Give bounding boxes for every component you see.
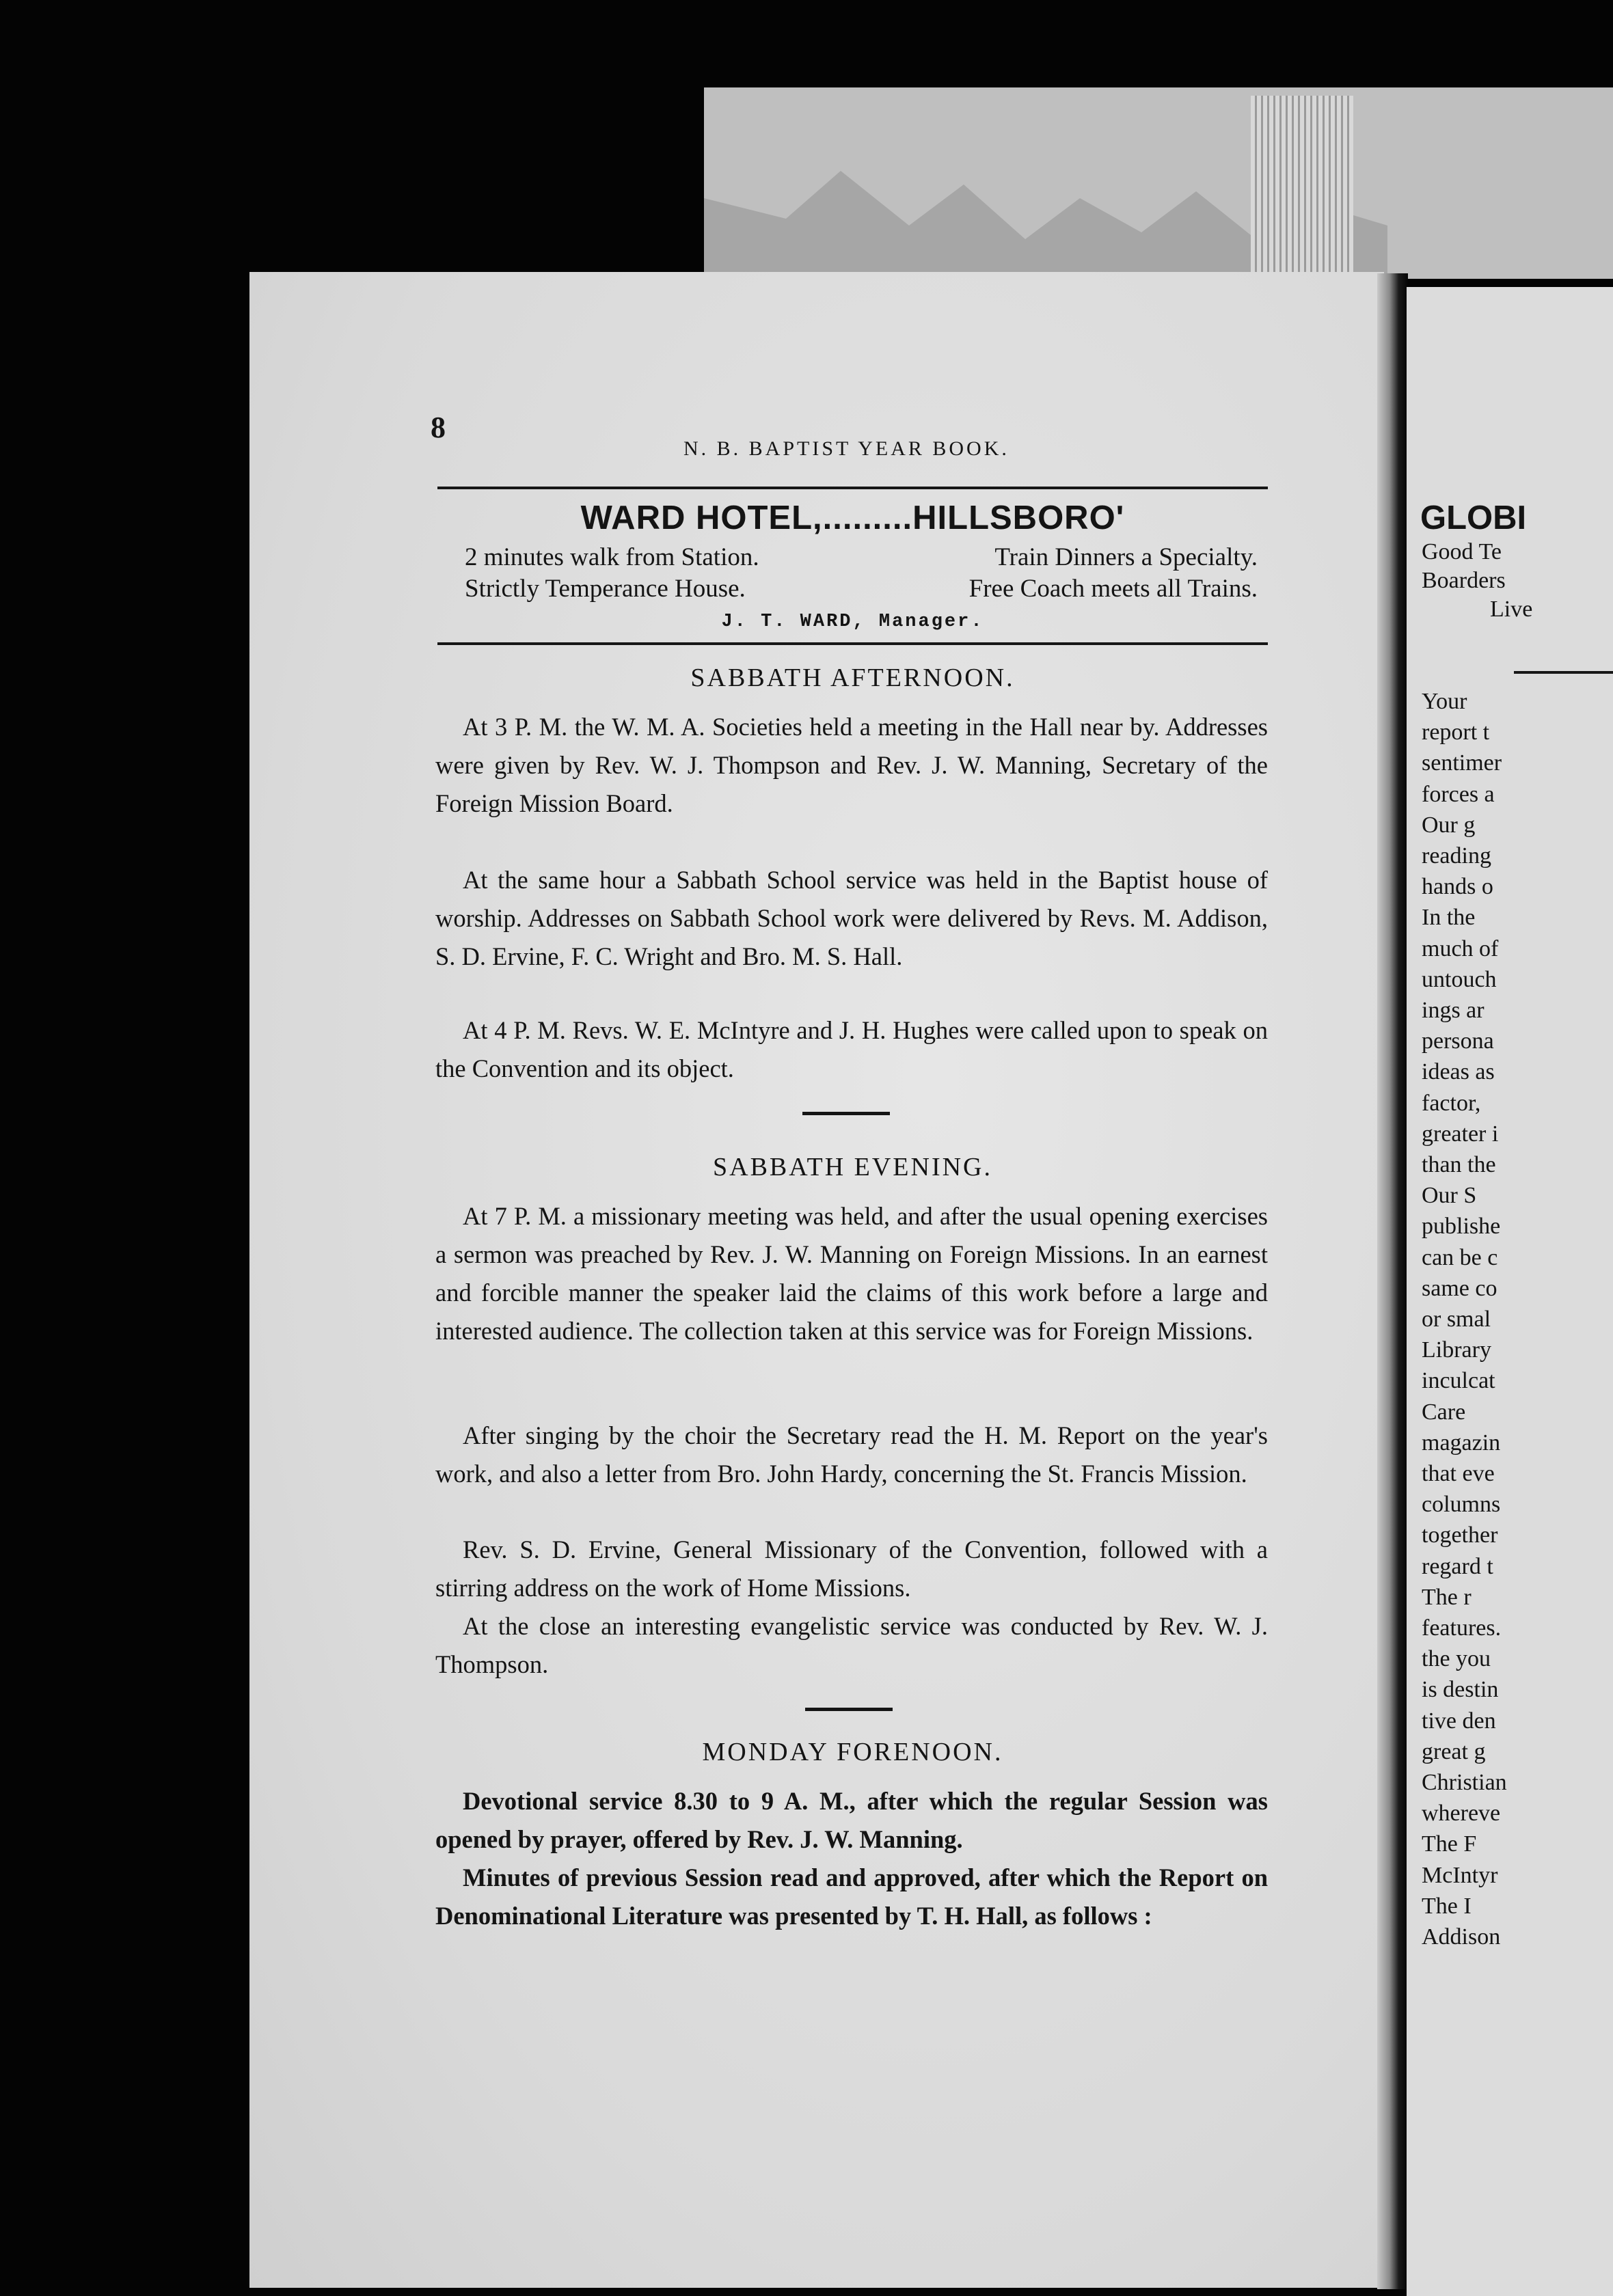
paragraph: At 4 P. M. Revs. W. E. McIntyre and J. H. Hughes were called upon to speak on the Convention and its object. — [435, 1016, 1268, 1082]
right-page-line: publishe — [1422, 1214, 1501, 1240]
right-page-line: persona — [1422, 1028, 1494, 1054]
paragraph: After singing by the choir the Secretary read the H. M. Report on the year's work, and also a letter from Bro. John Hardy, concerning the St. Francis Mission. — [435, 1421, 1268, 1488]
right-page-line: The r — [1422, 1584, 1472, 1610]
right-page-line: Your — [1422, 689, 1467, 714]
book-gutter — [1377, 273, 1408, 2289]
cloth-spine-strip — [1251, 96, 1353, 273]
right-page-line: reading — [1422, 843, 1491, 869]
right-page-line: ideas as — [1422, 1059, 1495, 1085]
right-page-line: than the — [1422, 1152, 1496, 1177]
section-heading: SABBATH AFTERNOON. — [690, 664, 1015, 692]
ad-top-rule — [437, 487, 1268, 489]
paragraph: At the same hour a Sabbath School service was held in the Baptist house of worship. Addresses on Sabbath School work were delivered by Revs. M. Addison, S. D. Ervine, F. C. Wright and Bro. M. S. Hall. — [435, 866, 1268, 970]
ad-line2-left: Strictly Temperance House. — [465, 575, 746, 603]
ad-row-2 — [465, 574, 1258, 603]
paragraph: Rev. S. D. Ervine, General Missionary of the Convention, followed with a stirring address on the work of Home Missions. — [435, 1535, 1268, 1602]
right-page-line: Care — [1422, 1399, 1466, 1425]
paragraph: At the close an interesting evangelistic service was conducted by Rev. W. J. Thompson. — [435, 1612, 1268, 1678]
right-ad-title: GLOBI — [1420, 500, 1527, 536]
paragraph: Devotional service 8.30 to 9 A. M., after which the regular Session was opened by prayer, offered by Rev. J. W. Manning. — [435, 1787, 1268, 1853]
paragraph: At 3 P. M. the W. M. A. Societies held a meeting in the Hall near by. Addresses were given by Rev. W. J. Thompson and Rev. J. W. Manning, Secretary of the Foreign Mission Board. — [435, 713, 1268, 817]
ad-title: WARD HOTEL,.........HILLSBORO' — [580, 500, 1125, 536]
right-page-line: magazin — [1422, 1430, 1501, 1456]
ad-row-1 — [465, 543, 1258, 572]
right-page-line: hands o — [1422, 874, 1493, 900]
right-page-line: can be c — [1422, 1244, 1498, 1270]
right-page-line: McIntyr — [1422, 1862, 1498, 1888]
right-page-line: whereve — [1422, 1801, 1501, 1827]
right-page-line: the you — [1422, 1646, 1491, 1672]
running-title: N. B. BAPTIST YEAR BOOK. — [683, 437, 1009, 460]
ad-line2-right: Free Coach meets all Trains. — [968, 575, 1258, 603]
section-divider — [802, 1112, 890, 1115]
right-page-line: ings ar — [1422, 998, 1485, 1023]
right-page-line: columns — [1422, 1492, 1501, 1518]
right-page-line: Our S — [1422, 1183, 1477, 1209]
paragraph: Minutes of previous Session read and approved, after which the Report on Denominational Literature was presented by T. H. Hall, as follows : — [435, 1863, 1268, 1930]
right-page-line: Library — [1422, 1337, 1491, 1363]
right-ad-rule — [1514, 671, 1613, 674]
right-page-line: tive den — [1422, 1708, 1496, 1734]
right-ad-line: Boarders — [1422, 568, 1506, 593]
right-page-line: inculcat — [1422, 1368, 1495, 1394]
section-heading: MONDAY FORENOON. — [702, 1738, 1003, 1766]
right-page-line: Our g — [1422, 812, 1476, 838]
right-page-line: features. — [1422, 1615, 1502, 1641]
right-page-line: same co — [1422, 1275, 1497, 1301]
right-page-line: regard t — [1422, 1553, 1493, 1579]
right-page-line: together — [1422, 1522, 1498, 1548]
right-page-line: much of — [1422, 935, 1499, 961]
section-heading: SABBATH EVENING. — [713, 1153, 992, 1181]
right-page-line: report t — [1422, 720, 1490, 746]
right-page-line: forces a — [1422, 781, 1495, 807]
right-page-line: factor, — [1422, 1090, 1481, 1116]
ad-line1-left: 2 minutes walk from Station. — [465, 543, 759, 571]
right-page-line: is destin — [1422, 1677, 1499, 1703]
right-page-line: sentimer — [1422, 750, 1502, 776]
right-page-line: Addison — [1422, 1924, 1501, 1950]
right-page-line: that eve — [1422, 1461, 1495, 1486]
right-page-line: In the — [1422, 905, 1476, 931]
right-page-line: Christian — [1422, 1770, 1507, 1795]
page-number: 8 — [431, 411, 446, 444]
right-page-line: or smal — [1422, 1307, 1491, 1332]
ad-manager: J. T. WARD, Manager. — [721, 612, 984, 632]
ad-bottom-rule — [437, 642, 1268, 645]
right-ad-line: Live — [1490, 597, 1533, 622]
paragraph: At 7 P. M. a missionary meeting was held, and after the usual opening exercises a sermon was preached by Rev. J. W. Manning on Foreign Missions. In an earnest and forcible manner the speaker laid the claims of this work before a large and interested audience. The collection taken at this service was for Foreign Missions. — [435, 1202, 1268, 1345]
ad-line1-right: Train Dinners a Specialty. — [994, 543, 1258, 571]
right-page-line: greater i — [1422, 1121, 1499, 1147]
right-page-line: The F — [1422, 1831, 1477, 1857]
right-page-line: The I — [1422, 1893, 1472, 1919]
section-divider — [805, 1708, 893, 1711]
right-page-line: untouch — [1422, 966, 1497, 992]
right-page-line: great g — [1422, 1738, 1486, 1764]
right-ad-line: Good Te — [1422, 539, 1502, 564]
